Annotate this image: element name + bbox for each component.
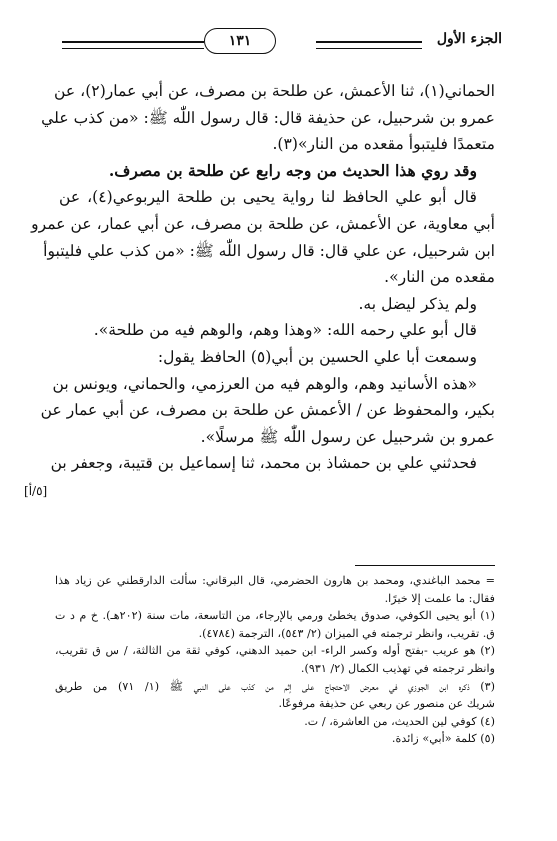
footnote-line: (٥) كلمة «أبي» زائدة. xyxy=(391,732,495,746)
text-line: بكير، والمحفوظ عن / الأعمش عن طلحة بن مصرف، عن أبي عمار عن xyxy=(40,401,495,420)
text-line: «هذه الأسانيد وهم، والوهم فيه من العرزمي، والحماني، ويونس بن xyxy=(52,374,477,393)
text-line: وسمعت أبا علي الحسين بن أبي(٥) الحافظ يقول: xyxy=(157,347,477,366)
footnote-line: وانظر ترجمته في تهذيب الكمال (٢/ ٩٣١). xyxy=(300,661,495,675)
footnote-separator xyxy=(355,565,495,566)
text-line: أبي معاوية، عن الأعمش، عن طلحة بن مصرف، عن أبي عمار، عن عمرو xyxy=(31,214,495,233)
footnote-line: (٣) ذكره ابن الجوزي في معرض الاحتجاج على إثم من كذب على النبي ﷺ (١/ ٧١) من طريق xyxy=(55,679,495,693)
footnotes xyxy=(55,572,495,748)
text-line: عمرو بن شرحبيل عن رسول اللّٰه ﷺ مرسلًا». xyxy=(200,427,495,446)
header-rule-left xyxy=(62,41,204,49)
text-line: فحدثني علي بن حمشاذ بن محمد، ثنا إسماعيل بن قتيبة، وجعفر بن xyxy=(50,454,477,473)
text-line: الحماني(١)، ثنا الأعمش، عن طلحة بن مصرف، عن أبي عمار(٢)، عن xyxy=(54,82,495,100)
footnote-line: = محمد الباغندي، ومحمد بن هارون الحضرمي، قال البرقاني: سألت الدارقطني عن زياد هذا xyxy=(55,574,495,587)
text-line: متعمدًا فليتبوأ مقعده من النار»(٣). xyxy=(272,135,495,154)
text-line: مقعده من النار». xyxy=(384,268,495,287)
footnote-line: (٤) كوفي لين الحديث، من العاشرة، / ت. xyxy=(304,714,495,728)
text-line: ولم يذكر ليضل به. xyxy=(358,294,477,313)
footnote-line: فقال: ما علمت إلا خيرًا. xyxy=(384,591,495,605)
header-rule-right xyxy=(316,41,422,49)
footnote-line: شريك عن منصور عن ربعي عن حذيفة مرفوعًا. xyxy=(278,697,495,711)
footnote-line: (١) أبو يحيى الكوفي، صدوق يخطئ ورمي بالإرجاء، من التاسعة، مات سنة (٢٠٢هـ). خ م د ت xyxy=(55,609,495,623)
text-line: عمرو بن شرحبيل، عن حذيفة قال: قال رسول اللّٰه ﷺ: «من كذب علي xyxy=(41,108,495,127)
footnote-line: ق. تقريب، وانظر ترجمته في الميزان (٢/ ٥٤٣)، الترجمة (٤٧٨٤). xyxy=(198,626,495,640)
manuscript-folio-marker: [٥/أ] xyxy=(24,484,48,498)
page-number: ١٣١ xyxy=(204,28,276,54)
text-line: قال أبو علي رحمه الله: «وهذا وهم، والوهم فيه من طلحة». xyxy=(93,321,477,340)
part-title: الجزء الأول xyxy=(436,31,502,47)
page-header xyxy=(62,28,502,58)
main-text xyxy=(31,78,495,477)
text-line: وقد روي هذا الحديث من وجه رابع عن طلحة بن مصرف. xyxy=(108,160,477,180)
text-line: ابن شرحبيل، عن علي قال: قال رسول اللّٰه ﷺ: «من كذب علي فليتبوأ xyxy=(43,241,495,260)
text-line: قال أبو علي الحافظ لنا رواية يحيى بن طلحة اليربوعي(٤)، عن xyxy=(59,188,478,207)
footnote-line: (٢) هو عريب -بفتح أوله وكسر الراء- ابن حميد الدهني، كوفي ثقة من الثالثة، / س ق تقريب، xyxy=(55,644,495,658)
